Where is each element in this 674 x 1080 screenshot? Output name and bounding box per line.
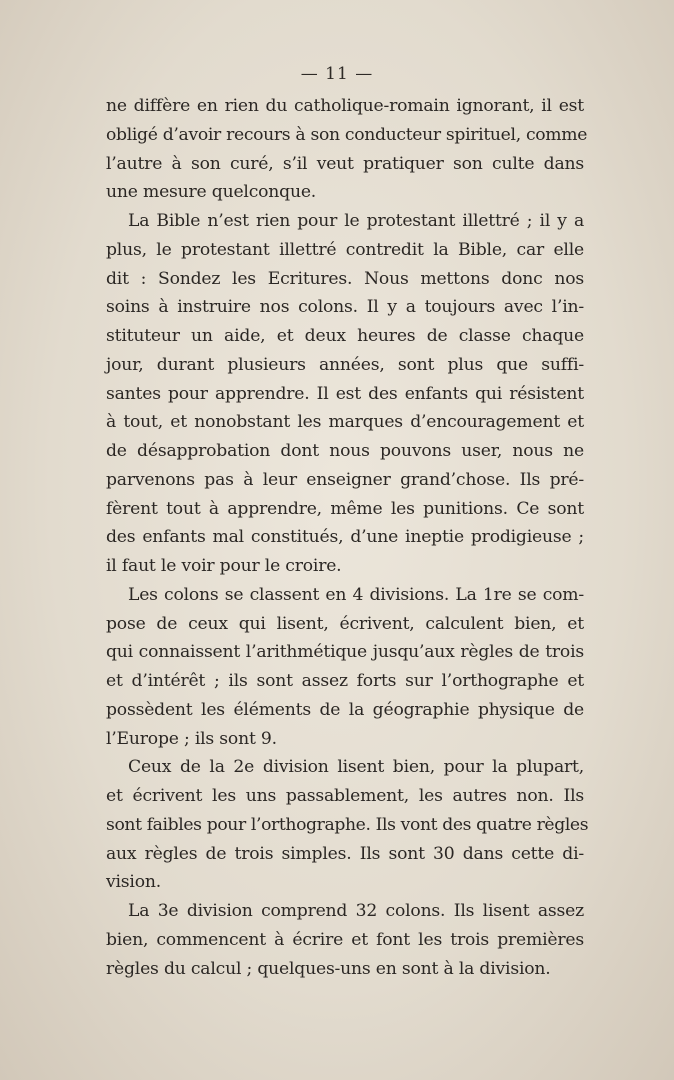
text-line: soins à instruire nos colons. Il y a toujours avec l’in- [106, 297, 584, 318]
text-line: il faut le voir pour le croire. [106, 556, 342, 576]
text-line: jour, durant plusieurs années, sont plus que suffi- [106, 354, 584, 375]
text-line: qui connaissent l’arithmétique jusqu’aux règles de trois [106, 642, 584, 663]
text-line: à tout, et nonobstant les marques d’encouragement et [106, 412, 584, 433]
text-line: Ceux de la 2e division lisent bien, pour la plupart, [128, 757, 584, 778]
text-line: Les colons se classent en 4 divisions. La 1re se com- [128, 584, 584, 605]
text-line: une mesure quelconque. [106, 182, 317, 203]
text-line: possèdent les éléments de la géographie physique de [106, 699, 584, 720]
text-line: pose de ceux qui lisent, écrivent, calculent bien, et [106, 613, 584, 634]
text-line: vision. [106, 872, 162, 893]
text-line: La Bible n’est rien pour le protestant illettré ; il y a [128, 211, 584, 231]
page-body [106, 92, 589, 983]
paragraph-2 [106, 207, 584, 581]
text-line: règles du calcul ; quelques-uns en sont à la division. [106, 958, 551, 979]
text-line: des enfants mal constitués, d’une ineptie prodigieuse ; [106, 527, 584, 548]
text-line: bien, commencent à écrire et font les trois premières [106, 929, 584, 950]
paragraph-5 [106, 897, 584, 983]
text-line: dit : Sondez les Ecritures. Nous mettons donc nos [106, 268, 584, 289]
page-number: — 11 — [300, 64, 374, 84]
text-line: plus, le protestant illettré contredit la Bible, car elle [106, 239, 584, 260]
text-line: obligé d’avoir recours à son conducteur spirituel, comme [106, 124, 588, 145]
text-line: santes pour apprendre. Il est des enfants qui résistent [106, 383, 584, 404]
text-line: La 3e division comprend 32 colons. Ils lisent assez [128, 901, 584, 921]
text-line: et écrivent les uns passablement, les autres non. Ils [106, 786, 584, 806]
text-line: sont faibles pour l’orthographe. Ils vont des quatre règles [106, 814, 589, 835]
text-line: l’Europe ; ils sont 9. [106, 728, 277, 749]
paragraph-3 [106, 581, 584, 754]
text-line: stituteur un aide, et deux heures de classe chaque [106, 326, 584, 346]
text-line: ne diffère en rien du catholique-romain ignorant, il est [106, 96, 584, 116]
text-line: parvenons pas à leur enseigner grand’chose. Ils pré- [106, 469, 584, 490]
text-line: aux règles de trois simples. Ils sont 30 dans cette di- [106, 843, 584, 864]
paragraph-1 [106, 92, 588, 207]
text-line: et d’intérêt ; ils sont assez forts sur l’orthographe et [106, 671, 584, 691]
paragraph-4 [106, 753, 589, 897]
text-line: fèrent tout à apprendre, même les punitions. Ce sont [106, 498, 584, 519]
text-line: l’autre à son curé, s’il veut pratiquer son culte dans [106, 153, 584, 174]
text-line: de désapprobation dont nous pouvons user, nous ne [106, 441, 584, 461]
